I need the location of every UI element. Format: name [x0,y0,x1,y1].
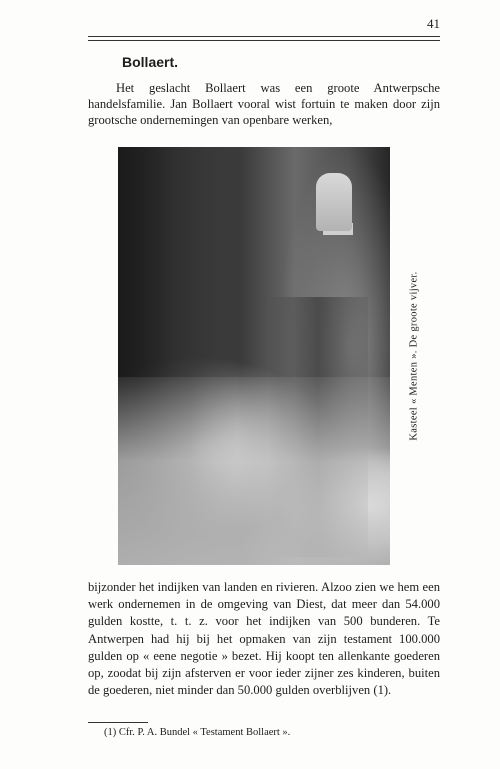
footnote: (1) Cfr. P. A. Bundel « Testament Bollaert ». [104,727,291,738]
header-rule [88,36,440,41]
intro-paragraph: Het geslacht Bollaert was een groote Antwerpsche handelsfamilie. Jan Bollaert vooral wist fortuin te maken door zijn grootsche ondernemingen van openbare werken, [88,81,440,127]
photo-statue [316,173,352,231]
photo-caption: Kasteel « Menten ». De groote vijver. [408,271,420,441]
photograph [118,147,390,565]
page-number: 41 [427,16,440,31]
section-heading: Bollaert. [122,54,179,70]
footnote-rule [88,722,148,723]
body-paragraph: bijzonder het indijken van landen en rivieren. Alzoo zien we hem een werk ondernemen in de omgeving van Diest, dat meer dan 54.000 gulden kostte, t. t. z. voor het indijken van 500 bunderen. Te Antwerpen had hij bij het opmaken van zijn testament 100.000 gulden op « eene negotie » bezet. Hij koopt ten allenkante goederen op, zoodat bij zijn afsterven er voor ieder zijner zes kinderen, buiten de goederen, niet minder dan 50.000 gulden overblijven (1). [88,580,440,698]
photo-sky [118,377,390,565]
